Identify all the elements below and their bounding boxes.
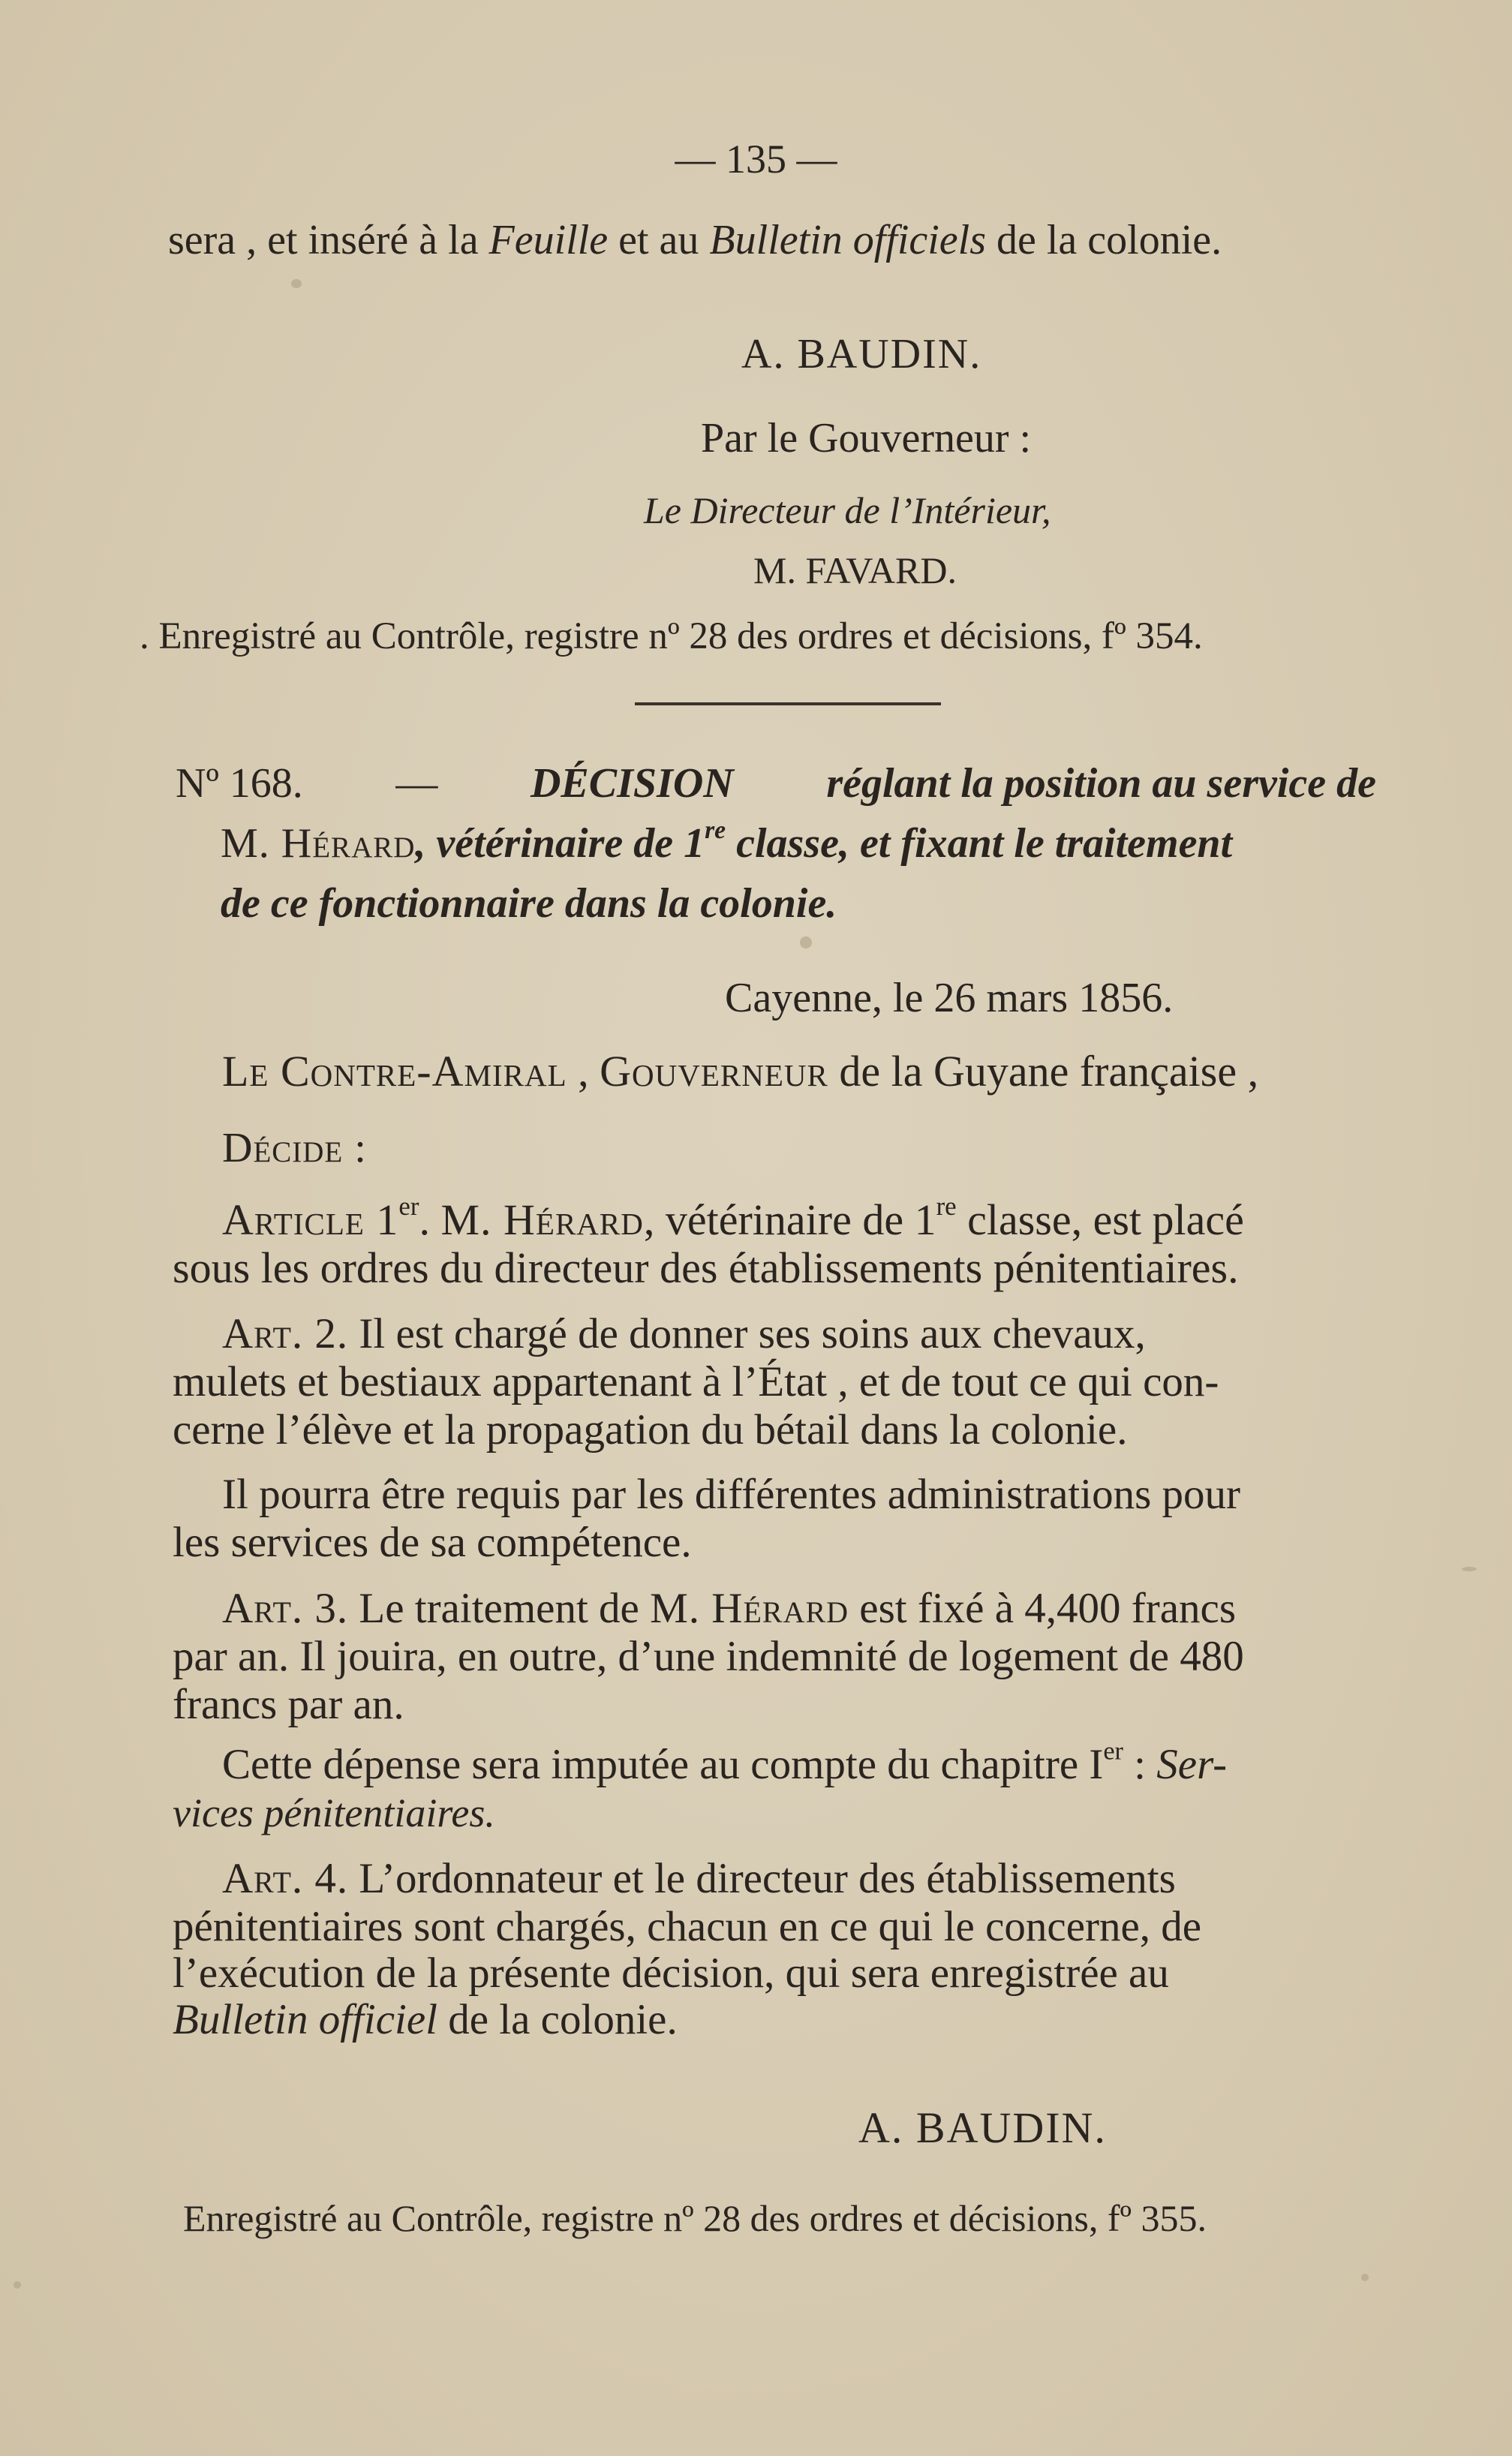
article-4-bulletin: Bulletin officiel <box>173 1996 437 2043</box>
article-3-text-b: est fixé à 4,400 francs <box>849 1585 1237 1632</box>
article-2-text-1: Il est chargé de donner ses soins aux chevaux, <box>359 1310 1146 1357</box>
article-2-line-1 <box>222 1310 1146 1358</box>
continuation-line <box>168 216 1222 264</box>
article-4-label: Art. 4. <box>222 1855 349 1902</box>
paper-speck <box>1361 2274 1369 2281</box>
decision-line2-sup: re <box>705 816 726 844</box>
decision-name: M. Hérard <box>221 820 416 867</box>
continuation-text-c: de la colonie. <box>986 217 1222 263</box>
depense-line-2: vices pénitentiaires. <box>173 1790 495 1835</box>
preamble-sep: , <box>567 1047 600 1096</box>
separator-rule <box>635 702 941 705</box>
article-2-line-3: cerne l’élève et la propagation du bétail dans la colonie. <box>173 1406 1128 1453</box>
article-2-line-2: mulets et bestiaux appartenant à l’État , et de tout ce qui con- <box>173 1358 1219 1405</box>
article-3-line-3: francs par an. <box>173 1681 404 1728</box>
directeur-name: M. FAVARD. <box>753 549 957 591</box>
article-4-line-1 <box>222 1855 1176 1903</box>
depense-text-b: : <box>1123 1741 1157 1788</box>
decision-title-rest: réglant la position au service de <box>826 760 1376 807</box>
article-1-label-sup: er <box>398 1191 419 1221</box>
decide-heading: Décide : <box>222 1125 367 1171</box>
article-4-text-4: de la colonie. <box>437 1996 678 2043</box>
directeur-title: Le Directeur de l’Intérieur, <box>644 489 1051 531</box>
decision-line2-b: classe, et fixant le traitement <box>726 820 1233 867</box>
requis-line-2: les services de sa compétence. <box>173 1519 692 1566</box>
depense-italic-a: Ser- <box>1156 1741 1228 1788</box>
par-le-gouverneur: Par le Gouverneur : <box>701 415 1032 461</box>
decision-dash: — <box>395 760 438 807</box>
gouverneur: Gouverneur <box>600 1047 828 1096</box>
preamble <box>222 1048 1258 1096</box>
article-1-line-1 <box>222 1191 1244 1244</box>
decision-heading-line-1 <box>176 759 1376 807</box>
decision-heading-line-2 <box>221 816 1233 867</box>
depense-text-a: Cette dépense sera imputée au compte du chapitre I <box>222 1741 1104 1788</box>
article-1-name: M. Hérard <box>440 1195 644 1244</box>
depense-line-1 <box>222 1737 1228 1789</box>
registration-note-2: Enregistré au Contrôle, registre nº 28 des ordres et décisions, fº 355. <box>183 2197 1207 2239</box>
paper-speck <box>800 936 812 948</box>
article-1-dot: . <box>419 1195 430 1244</box>
feuille-word: Feuille <box>488 217 609 263</box>
article-3-label: Art. 3. <box>222 1585 349 1632</box>
article-1-text-a: , vétérinaire de 1 <box>643 1195 936 1244</box>
article-3-text-a: Le traitement de <box>359 1585 651 1632</box>
requis-line-1: Il pourra être requis par les différentes administrations pour <box>222 1471 1241 1518</box>
signature-baudin-2: A. BAUDIN. <box>858 2103 1107 2152</box>
article-1-text-b: classe, est placé <box>956 1195 1244 1244</box>
paper-speck <box>1462 1567 1477 1571</box>
continuation-text-a: sera , et inséré à la <box>168 217 489 263</box>
continuation-text-b: et au <box>608 217 710 263</box>
paper-speck <box>291 279 302 288</box>
paper-speck <box>14 2281 21 2289</box>
article-4-line-2: pénitentiaires sont chargés, chacun en ce qui le concerne, de <box>173 1903 1202 1950</box>
registration-note-1: . Enregistré au Contrôle, registre nº 28 des ordres et décisions, fº 354. <box>140 615 1203 657</box>
article-2-label: Art. 2. <box>222 1310 349 1357</box>
article-3-name: M. Hérard <box>650 1585 849 1632</box>
article-3-line-2: par an. Il jouira, en outre, d’une indemnité de logement de 480 <box>173 1633 1244 1680</box>
decision-heading-line-3: de ce fonctionnaire dans la colonie. <box>221 880 837 927</box>
article-4-line-3: l’exécution de la présente décision, qui sera enregistrée au <box>173 1949 1169 1997</box>
article-4-line-4 <box>173 1996 678 2044</box>
decision-number: Nº 168. <box>176 760 303 807</box>
contre-amiral: Le Contre-Amiral <box>222 1047 567 1096</box>
depense-sup: er <box>1103 1737 1123 1766</box>
decision-title-word: DÉCISION <box>530 760 734 807</box>
article-1-line-2: sous les ordres du directeur des établissements pénitentiaires. <box>173 1243 1239 1292</box>
article-4-text-1: L’ordonnateur et le directeur des établissements <box>359 1855 1176 1902</box>
decision-line2-a: , vétérinaire de 1 <box>415 820 705 867</box>
article-3-line-1 <box>222 1585 1236 1633</box>
page-number: — 135 — <box>675 137 837 182</box>
preamble-rest: de la Guyane française , <box>828 1047 1259 1096</box>
signature-baudin-1: A. BAUDIN. <box>741 331 982 377</box>
dateline: Cayenne, le 26 mars 1856. <box>725 975 1174 1021</box>
article-1-sup: re <box>936 1191 957 1221</box>
article-1-label: Article 1 <box>222 1195 399 1244</box>
bulletin-words: Bulletin officiels <box>709 217 987 263</box>
